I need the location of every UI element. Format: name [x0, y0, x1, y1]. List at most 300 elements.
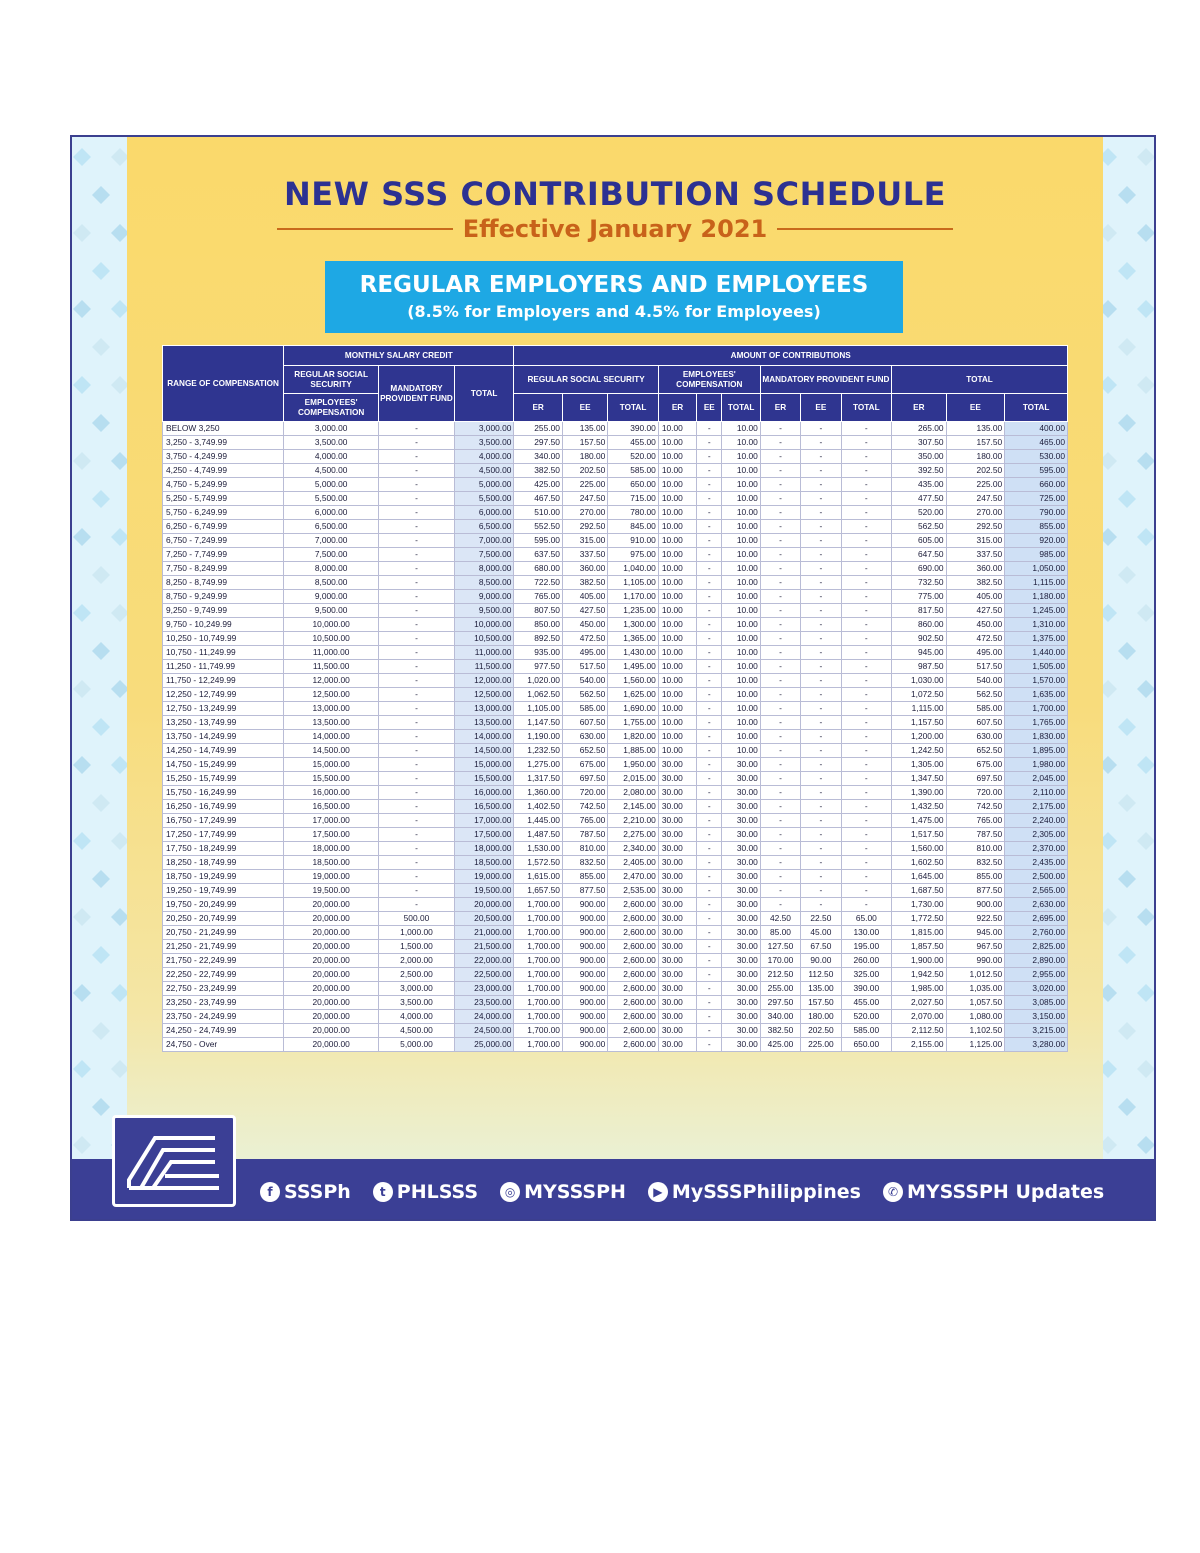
cell-ec-ee: -: [697, 786, 722, 800]
cell-rss-total: 650.00: [608, 478, 658, 492]
background-diamond: [92, 1022, 110, 1040]
cell-t-total: 1,050.00: [1005, 562, 1068, 576]
header-amt-ec: EMPLOYEES' COMPENSATION: [658, 366, 760, 394]
cell-ec-total: 10.00: [722, 422, 760, 436]
cell-rss-er: 552.50: [514, 520, 562, 534]
cell-t-ee: 945.00: [946, 926, 1005, 940]
cell-mpf-er: -: [760, 828, 800, 842]
cell-range: 7,250 - 7,749.99: [163, 548, 284, 562]
cell-rss-ee: 472.50: [562, 632, 607, 646]
cell-rss-er: 1,317.50: [514, 772, 562, 786]
cell-mpf: -: [379, 716, 455, 730]
cell-rss-er: 297.50: [514, 436, 562, 450]
cell-t-ee: 990.00: [946, 954, 1005, 968]
cell-rss-er: 1,700.00: [514, 1024, 562, 1038]
cell-mpf-ee: -: [801, 758, 841, 772]
cell-msc-total: 21,000.00: [454, 926, 514, 940]
cell-rss-ee: 585.00: [562, 702, 607, 716]
background-diamond: [1137, 1060, 1154, 1078]
cell-range: 24,250 - 24,749.99: [163, 1024, 284, 1038]
table-row: [163, 814, 1068, 828]
cell-mpf-total: -: [841, 660, 891, 674]
cell-rss-total: 2,600.00: [608, 1038, 658, 1052]
cell-t-total: 2,435.00: [1005, 856, 1068, 870]
cell-msc-rss: 6,500.00: [284, 520, 379, 534]
cell-msc-rss: 12,000.00: [284, 674, 379, 688]
cell-rss-er: 1,275.00: [514, 758, 562, 772]
cell-msc-total: 8,500.00: [454, 576, 514, 590]
cell-msc-total: 3,000.00: [454, 422, 514, 436]
background-diamond: [1137, 604, 1154, 622]
cell-ec-ee: -: [697, 548, 722, 562]
cell-ec-total: 30.00: [722, 898, 760, 912]
cell-mpf-total: -: [841, 716, 891, 730]
cell-t-ee: 652.50: [946, 744, 1005, 758]
cell-t-ee: 630.00: [946, 730, 1005, 744]
background-diamond: [1137, 832, 1154, 850]
cell-ec-er: 10.00: [658, 436, 696, 450]
cell-ec-ee: -: [697, 688, 722, 702]
cell-ec-er: 30.00: [658, 758, 696, 772]
cell-mpf-er: 340.00: [760, 1010, 800, 1024]
cell-mpf-er: 85.00: [760, 926, 800, 940]
cell-msc-total: 10,500.00: [454, 632, 514, 646]
background-diamond: [73, 1060, 91, 1078]
background-diamond: [73, 224, 91, 242]
cell-t-total: 1,830.00: [1005, 730, 1068, 744]
cell-t-er: 1,985.00: [892, 982, 947, 996]
cell-ec-er: 10.00: [658, 534, 696, 548]
cell-rss-ee: 652.50: [562, 744, 607, 758]
cell-msc-rss: 20,000.00: [284, 1010, 379, 1024]
cell-mpf: -: [379, 688, 455, 702]
background-diamond: [73, 984, 91, 1002]
cell-ec-ee: -: [697, 674, 722, 688]
cell-ec-er: 10.00: [658, 702, 696, 716]
cell-t-ee: 1,125.00: [946, 1038, 1005, 1052]
cell-ec-ee: -: [697, 912, 722, 926]
cell-rss-total: 2,600.00: [608, 1010, 658, 1024]
cell-mpf: -: [379, 576, 455, 590]
cell-t-ee: 360.00: [946, 562, 1005, 576]
cell-mpf-ee: -: [801, 632, 841, 646]
cell-rss-er: 1,232.50: [514, 744, 562, 758]
background-diamond: [1118, 566, 1136, 584]
table-row: [163, 534, 1068, 548]
cell-rss-er: 340.00: [514, 450, 562, 464]
cell-rss-total: 1,430.00: [608, 646, 658, 660]
table-row: [163, 996, 1068, 1010]
cell-rss-er: 1,402.50: [514, 800, 562, 814]
cell-range: 12,750 - 13,249.99: [163, 702, 284, 716]
background-diamond: [1137, 148, 1154, 166]
cell-mpf-er: -: [760, 814, 800, 828]
cell-rss-total: 2,600.00: [608, 912, 658, 926]
cell-ec-total: 30.00: [722, 870, 760, 884]
cell-mpf: -: [379, 842, 455, 856]
cell-rss-total: 1,820.00: [608, 730, 658, 744]
table-row: [163, 492, 1068, 506]
background-diamond: [92, 946, 110, 964]
cell-msc-rss: 7,000.00: [284, 534, 379, 548]
cell-ec-total: 10.00: [722, 716, 760, 730]
cell-t-ee: 292.50: [946, 520, 1005, 534]
cell-mpf: -: [379, 870, 455, 884]
cell-mpf-ee: 45.00: [801, 926, 841, 940]
social-link-youtube[interactable]: [648, 1181, 861, 1203]
cell-msc-total: 16,500.00: [454, 800, 514, 814]
social-link-instagram[interactable]: [500, 1181, 626, 1203]
cell-ec-ee: -: [697, 604, 722, 618]
cell-rss-total: 2,600.00: [608, 996, 658, 1010]
cell-mpf-ee: -: [801, 590, 841, 604]
cell-mpf-total: 325.00: [841, 968, 891, 982]
cell-mpf-ee: -: [801, 604, 841, 618]
cell-range: 23,250 - 23,749.99: [163, 996, 284, 1010]
table-row: [163, 912, 1068, 926]
cell-mpf-total: -: [841, 674, 891, 688]
cell-rss-er: 807.50: [514, 604, 562, 618]
cell-range: 15,250 - 15,749.99: [163, 772, 284, 786]
cell-mpf-total: 65.00: [841, 912, 891, 926]
cell-msc-total: 20,500.00: [454, 912, 514, 926]
cell-mpf-ee: -: [801, 534, 841, 548]
background-diamond: [73, 756, 91, 774]
cell-msc-total: 21,500.00: [454, 940, 514, 954]
cell-rss-er: 1,700.00: [514, 898, 562, 912]
background-diamond: [1137, 300, 1154, 318]
cell-mpf-total: -: [841, 870, 891, 884]
cell-mpf-total: 650.00: [841, 1038, 891, 1052]
cell-rss-ee: 877.50: [562, 884, 607, 898]
cell-msc-rss: 16,000.00: [284, 786, 379, 800]
cell-ec-er: 30.00: [658, 996, 696, 1010]
cell-msc-rss: 19,500.00: [284, 884, 379, 898]
background-diamond: [1137, 1136, 1154, 1154]
cell-range: 4,250 - 4,749.99: [163, 464, 284, 478]
cell-rss-er: 1,147.50: [514, 716, 562, 730]
table-row: [163, 982, 1068, 996]
cell-mpf-ee: -: [801, 842, 841, 856]
cell-t-ee: 405.00: [946, 590, 1005, 604]
cell-t-er: 562.50: [892, 520, 947, 534]
cell-t-er: 2,155.00: [892, 1038, 947, 1052]
cell-t-total: 2,240.00: [1005, 814, 1068, 828]
cell-rss-er: 1,105.00: [514, 702, 562, 716]
cell-mpf-ee: -: [801, 688, 841, 702]
cell-mpf: -: [379, 646, 455, 660]
cell-msc-total: 23,000.00: [454, 982, 514, 996]
cell-msc-rss: 16,500.00: [284, 800, 379, 814]
cell-ec-ee: -: [697, 954, 722, 968]
cell-msc-total: 3,500.00: [454, 436, 514, 450]
cell-rss-total: 2,600.00: [608, 898, 658, 912]
header-ec-er: ER: [658, 394, 696, 422]
cell-mpf: -: [379, 464, 455, 478]
table-row: [163, 716, 1068, 730]
table-row: [163, 688, 1068, 702]
cell-ec-total: 10.00: [722, 744, 760, 758]
cell-mpf-ee: -: [801, 548, 841, 562]
cell-range: 23,750 - 24,249.99: [163, 1010, 284, 1024]
cell-mpf-total: -: [841, 856, 891, 870]
cell-ec-total: 30.00: [722, 856, 760, 870]
background-diamond: [73, 376, 91, 394]
cell-mpf-er: -: [760, 772, 800, 786]
social-link-twitter[interactable]: [373, 1181, 478, 1203]
header-total-total: TOTAL: [1005, 394, 1068, 422]
cell-ec-total: 30.00: [722, 772, 760, 786]
cell-rss-total: 845.00: [608, 520, 658, 534]
cell-msc-total: 25,000.00: [454, 1038, 514, 1052]
cell-range: 18,750 - 19,249.99: [163, 870, 284, 884]
cell-ec-ee: -: [697, 1024, 722, 1038]
cell-ec-total: 10.00: [722, 590, 760, 604]
background-diamond: [92, 262, 110, 280]
cell-mpf-ee: -: [801, 702, 841, 716]
cell-mpf-ee: -: [801, 492, 841, 506]
table-row: [163, 1038, 1068, 1052]
header-msc-total: TOTAL: [454, 366, 514, 422]
cell-t-er: 860.00: [892, 618, 947, 632]
cell-rss-er: 1,700.00: [514, 954, 562, 968]
cell-ec-total: 30.00: [722, 758, 760, 772]
background-diamond: [1118, 794, 1136, 812]
background-diamond: [73, 604, 91, 622]
cell-rss-ee: 427.50: [562, 604, 607, 618]
cell-rss-total: 1,950.00: [608, 758, 658, 772]
cell-msc-rss: 20,000.00: [284, 940, 379, 954]
cell-mpf-er: -: [760, 744, 800, 758]
cell-mpf-total: -: [841, 422, 891, 436]
cell-mpf-er: -: [760, 492, 800, 506]
cell-t-er: 1,815.00: [892, 926, 947, 940]
cell-rss-total: 2,600.00: [608, 926, 658, 940]
cell-ec-ee: -: [697, 646, 722, 660]
header-mpf-ee: EE: [801, 394, 841, 422]
cell-t-ee: 967.50: [946, 940, 1005, 954]
cell-msc-total: 20,000.00: [454, 898, 514, 912]
cell-range: 13,250 - 13,749.99: [163, 716, 284, 730]
cell-msc-rss: 18,000.00: [284, 842, 379, 856]
table-row: [163, 744, 1068, 758]
cell-range: 5,750 - 6,249.99: [163, 506, 284, 520]
table-row: [163, 562, 1068, 576]
header-mpf-er: ER: [760, 394, 800, 422]
cell-mpf-total: -: [841, 702, 891, 716]
cell-range: 8,750 - 9,249.99: [163, 590, 284, 604]
cell-msc-total: 19,500.00: [454, 884, 514, 898]
cell-range: 10,750 - 11,249.99: [163, 646, 284, 660]
cell-ec-ee: -: [697, 436, 722, 450]
cell-rss-ee: 495.00: [562, 646, 607, 660]
cell-ec-ee: -: [697, 660, 722, 674]
cell-mpf: -: [379, 884, 455, 898]
social-link-viber[interactable]: [883, 1181, 1104, 1203]
table-row: [163, 422, 1068, 436]
cell-t-total: 725.00: [1005, 492, 1068, 506]
cell-msc-total: 14,500.00: [454, 744, 514, 758]
header-ec-ee: EE: [697, 394, 722, 422]
cell-rss-er: 425.00: [514, 478, 562, 492]
cell-rss-ee: 337.50: [562, 548, 607, 562]
cell-t-er: 605.00: [892, 534, 947, 548]
cell-rss-ee: 315.00: [562, 534, 607, 548]
cell-msc-total: 15,500.00: [454, 772, 514, 786]
cell-mpf-ee: -: [801, 674, 841, 688]
cell-ec-total: 30.00: [722, 968, 760, 982]
cell-rss-total: 1,755.00: [608, 716, 658, 730]
cell-mpf-er: -: [760, 478, 800, 492]
cell-msc-rss: 9,500.00: [284, 604, 379, 618]
cell-ec-er: 10.00: [658, 506, 696, 520]
background-diamond: [92, 870, 110, 888]
cell-rss-total: 2,600.00: [608, 968, 658, 982]
cell-msc-total: 24,500.00: [454, 1024, 514, 1038]
background-diamond: [73, 300, 91, 318]
cell-mpf-total: -: [841, 842, 891, 856]
cell-t-er: 1,517.50: [892, 828, 947, 842]
cell-rss-er: 637.50: [514, 548, 562, 562]
cell-ec-ee: -: [697, 1038, 722, 1052]
cell-rss-total: 2,535.00: [608, 884, 658, 898]
contribution-table: [162, 345, 1068, 1052]
cell-ec-total: 30.00: [722, 842, 760, 856]
cell-range: 5,250 - 5,749.99: [163, 492, 284, 506]
cell-t-ee: 315.00: [946, 534, 1005, 548]
cell-t-er: 1,900.00: [892, 954, 947, 968]
cell-msc-rss: 6,000.00: [284, 506, 379, 520]
cell-rss-total: 2,275.00: [608, 828, 658, 842]
cell-mpf-ee: -: [801, 576, 841, 590]
cell-rss-total: 1,885.00: [608, 744, 658, 758]
cell-mpf-ee: 90.00: [801, 954, 841, 968]
cell-ec-ee: -: [697, 562, 722, 576]
cell-t-total: 1,375.00: [1005, 632, 1068, 646]
cell-msc-total: 17,000.00: [454, 814, 514, 828]
cell-mpf-er: 297.50: [760, 996, 800, 1010]
cell-t-total: 2,695.00: [1005, 912, 1068, 926]
background-diamond: [92, 1098, 110, 1116]
cell-mpf-ee: -: [801, 646, 841, 660]
cell-mpf-ee: -: [801, 506, 841, 520]
cell-range: 4,750 - 5,249.99: [163, 478, 284, 492]
cell-msc-rss: 3,500.00: [284, 436, 379, 450]
cell-mpf-total: -: [841, 772, 891, 786]
cell-mpf-ee: -: [801, 856, 841, 870]
table-row: [163, 506, 1068, 520]
cell-mpf-total: -: [841, 464, 891, 478]
cell-mpf-total: 260.00: [841, 954, 891, 968]
cell-msc-total: 11,000.00: [454, 646, 514, 660]
table-row: [163, 660, 1068, 674]
cell-mpf-er: 127.50: [760, 940, 800, 954]
social-label: MySSSPhilippines: [671, 1181, 861, 1203]
table-row: [163, 618, 1068, 632]
background-diamond: [1118, 642, 1136, 660]
cell-mpf-ee: -: [801, 660, 841, 674]
cell-msc-rss: 19,000.00: [284, 870, 379, 884]
cell-mpf: -: [379, 898, 455, 912]
cell-mpf-ee: -: [801, 744, 841, 758]
social-link-facebook[interactable]: [260, 1181, 351, 1203]
background-diamond: [92, 490, 110, 508]
cell-range: 14,750 - 15,249.99: [163, 758, 284, 772]
cell-mpf-er: -: [760, 660, 800, 674]
cell-t-er: 1,115.00: [892, 702, 947, 716]
header-total-ee: EE: [946, 394, 1005, 422]
cell-ec-ee: -: [697, 926, 722, 940]
cell-rss-ee: 225.00: [562, 478, 607, 492]
cell-mpf-total: -: [841, 884, 891, 898]
background-diamond: [73, 832, 91, 850]
cell-mpf: -: [379, 828, 455, 842]
cell-msc-total: 18,000.00: [454, 842, 514, 856]
cell-rss-er: 1,572.50: [514, 856, 562, 870]
cell-t-total: 2,890.00: [1005, 954, 1068, 968]
cell-ec-total: 10.00: [722, 520, 760, 534]
table-row: [163, 730, 1068, 744]
twitter-icon: t: [373, 1182, 393, 1202]
cell-t-ee: 562.50: [946, 688, 1005, 702]
table-row: [163, 450, 1068, 464]
cell-ec-er: 30.00: [658, 870, 696, 884]
background-diamond: [1118, 946, 1136, 964]
cell-rss-ee: 270.00: [562, 506, 607, 520]
cell-t-ee: 787.50: [946, 828, 1005, 842]
header-rss-er: ER: [514, 394, 562, 422]
cell-t-total: 790.00: [1005, 506, 1068, 520]
cell-mpf: -: [379, 758, 455, 772]
cell-t-ee: 517.50: [946, 660, 1005, 674]
cell-t-ee: 472.50: [946, 632, 1005, 646]
header-range: RANGE OF COMPENSATION: [163, 346, 284, 422]
background-diamond: [1118, 414, 1136, 432]
cell-msc-rss: 20,000.00: [284, 954, 379, 968]
cell-t-total: 2,175.00: [1005, 800, 1068, 814]
cell-msc-rss: 20,000.00: [284, 982, 379, 996]
cell-mpf-er: -: [760, 590, 800, 604]
cell-ec-er: 10.00: [658, 464, 696, 478]
cell-ec-total: 10.00: [722, 548, 760, 562]
cell-rss-total: 2,015.00: [608, 772, 658, 786]
cell-ec-ee: -: [697, 520, 722, 534]
cell-t-ee: 225.00: [946, 478, 1005, 492]
cell-mpf-er: 382.50: [760, 1024, 800, 1038]
social-label: SSSPh: [284, 1181, 351, 1203]
cell-ec-ee: -: [697, 870, 722, 884]
cell-t-total: 595.00: [1005, 464, 1068, 478]
header-amt-rss: REGULAR SOCIAL SECURITY: [514, 366, 658, 394]
cell-rss-ee: 247.50: [562, 492, 607, 506]
cell-t-ee: 742.50: [946, 800, 1005, 814]
cell-ec-er: 10.00: [658, 646, 696, 660]
cell-t-total: 1,180.00: [1005, 590, 1068, 604]
cell-range: 18,250 - 18,749.99: [163, 856, 284, 870]
cell-t-er: 775.00: [892, 590, 947, 604]
cell-t-total: 2,955.00: [1005, 968, 1068, 982]
cell-range: 22,750 - 23,249.99: [163, 982, 284, 996]
table-row: [163, 520, 1068, 534]
background-diamond: [1137, 224, 1154, 242]
cell-t-ee: 832.50: [946, 856, 1005, 870]
cell-t-er: 1,602.50: [892, 856, 947, 870]
cell-mpf-er: -: [760, 674, 800, 688]
cell-t-er: 732.50: [892, 576, 947, 590]
cell-ec-er: 30.00: [658, 842, 696, 856]
cell-rss-ee: 900.00: [562, 940, 607, 954]
cell-mpf-total: -: [841, 898, 891, 912]
